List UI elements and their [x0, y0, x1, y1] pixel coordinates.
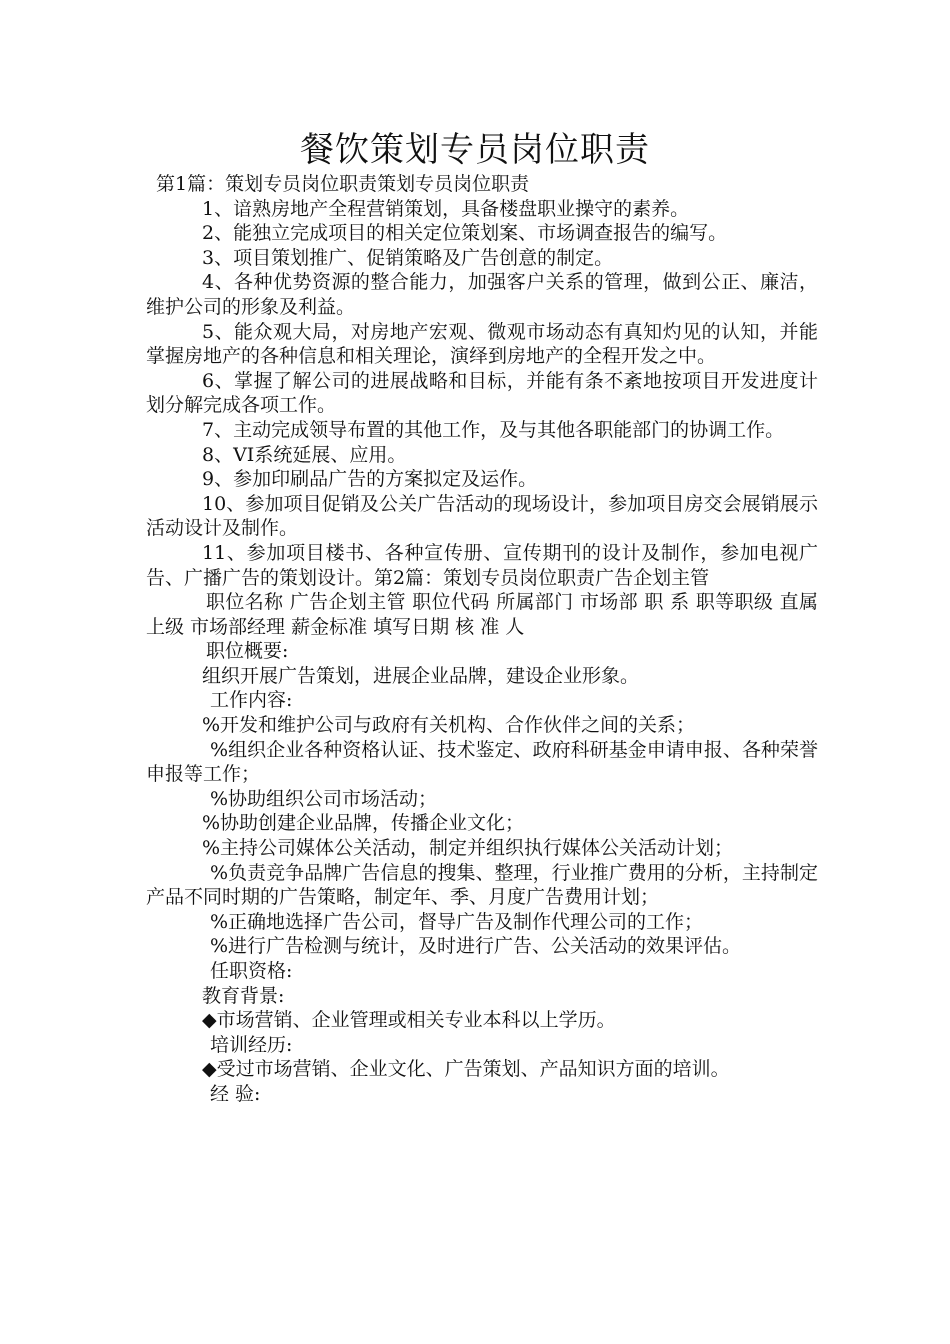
paragraph: %负责竞争品牌广告信息的搜集、整理，行业推广费用的分析，主持制定产品不同时期的广告策略，制定年、季、月度广告费用计划； — [146, 861, 818, 909]
paragraph: 4、各种优势资源的整合能力，加强客户关系的管理，做到公正、廉洁，维护公司的形象及利益。 — [146, 271, 818, 318]
paragraph: 职位名称 广告企划主管 职位代码 所属部门 市场部 职 系 职等职级 直属上级 市场部经理 薪金标准 填写日期 核 准 人 — [146, 591, 818, 638]
paragraph: 1、谙熟房地产全程营销策划，具备楼盘职业操守的素养。 — [202, 197, 690, 220]
paragraph: ◆市场营销、企业管理或相关专业本科以上学历。 — [202, 1009, 616, 1032]
paragraph: %协助创建企业品牌，传播企业文化； — [202, 812, 525, 835]
paragraph: 培训经历: — [210, 1033, 293, 1056]
paragraph: 5、能众观大局，对房地产宏观、微观市场动态有真知灼见的认知，并能掌握房地产的各种信息和相关理论，演绎到房地产的全程开发之中。 — [146, 320, 818, 368]
paragraph: ◆受过市场营销、企业文化、广告策划、产品知识方面的培训。 — [202, 1058, 730, 1081]
paragraph: 6、掌握了解公司的进展战略和目标，并能有条不紊地按项目开发进度计划分解完成各项工作。 — [146, 369, 818, 417]
paragraph: %开发和维护公司与政府有关机构、合作伙伴之间的关系； — [202, 714, 696, 737]
paragraph: 职位概要: — [206, 640, 289, 663]
paragraph: 3、项目策划推广、促销策略及广告创意的制定。 — [202, 246, 614, 269]
paragraph: %协助组织公司市场活动； — [210, 787, 438, 810]
paragraph: 9、参加印刷品广告的方案拟定及运作。 — [202, 468, 538, 491]
paragraph: %主持公司媒体公关活动，制定并组织执行媒体公关活动计划； — [202, 837, 734, 860]
document-body — [146, 172, 818, 1107]
paragraph: 经 验: — [210, 1082, 261, 1105]
paragraph: 11、参加项目楼书、各种宣传册、宣传期刊的设计及制作，参加电视广告、广播广告的策划设计。第2篇：策划专员岗位职责广告企划主管 — [146, 541, 818, 589]
paragraph: 2、能独立完成项目的相关定位策划案、市场调查报告的编写。 — [202, 222, 728, 245]
paragraph: %组织企业各种资格认证、技术鉴定、政府科研基金申请申报、各种荣誉申报等工作； — [146, 738, 818, 786]
paragraph: 8、VI系统延展、应用。 — [202, 443, 407, 466]
document-title: 餐饮策划专员岗位职责 — [300, 130, 650, 170]
paragraph: %正确地选择广告公司，督导广告及制作代理公司的工作； — [210, 910, 704, 933]
paragraph: 组织开展广告策划，进展企业品牌，建设企业形象。 — [202, 664, 640, 687]
paragraph: 第1篇：策划专员岗位职责策划专员岗位职责 — [156, 173, 530, 195]
paragraph: 7、主动完成领导布置的其他工作，及与其他各职能部门的协调工作。 — [202, 418, 785, 441]
paragraph: 教育背景: — [202, 984, 285, 1007]
paragraph: %进行广告检测与统计，及时进行广告、公关活动的效果评估。 — [210, 935, 742, 958]
paragraph: 10、参加项目促销及公关广告活动的现场设计，参加项目房交会展销展示活动设计及制作。 — [146, 492, 818, 540]
paragraph: 任职资格: — [210, 960, 293, 982]
paragraph: 工作内容: — [210, 689, 293, 712]
